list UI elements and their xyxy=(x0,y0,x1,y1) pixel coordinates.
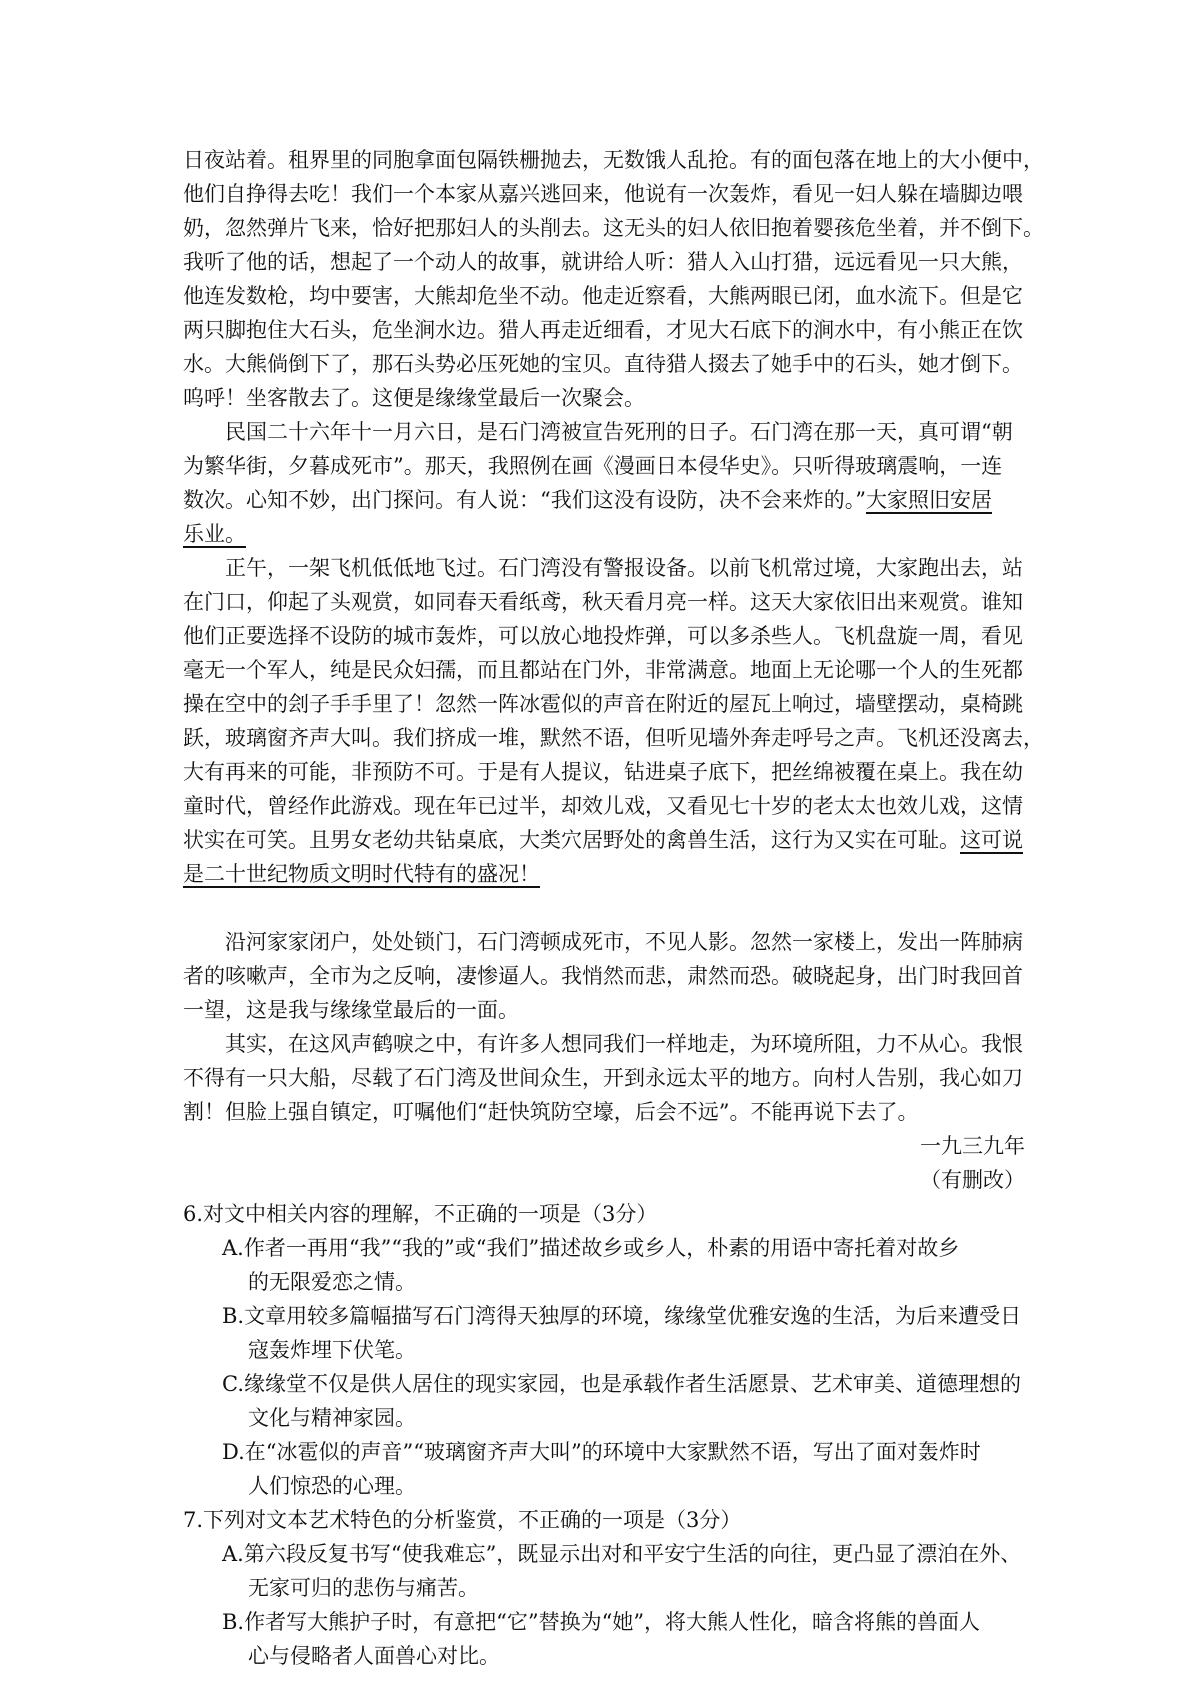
question-7-stem: 7.下列对文本艺术特色的分析鉴赏，不正确的一项是（3分） xyxy=(183,1508,742,1532)
text-line: 民国二十六年十一月六日，是石门湾被宣告死刑的日子。石门湾在那一天，真可谓“朝 xyxy=(225,420,1013,444)
option-6b: B.文章用较多篇幅描写石门湾得天独厚的环境，缘缘堂优雅安逸的生活，为后来遭受日 xyxy=(222,1304,1022,1328)
option-6b-cont: 寇轰炸埋下伏笔。 xyxy=(248,1338,416,1362)
text-line: 两只脚抱住大石头，危坐涧水边。猎人再走近细看，才见大石底下的涧水中，有小熊正在饮 xyxy=(183,318,1023,342)
text-line: 奶，忽然弹片飞来，恰好把那妇人的头削去。这无头的妇人依旧抱着婴孩危坐着，并不倒下。 xyxy=(183,216,1044,240)
revision-note: （有删改） xyxy=(920,1168,1025,1192)
question-6-stem: 6.对文中相关内容的理解，不正确的一项是（3分） xyxy=(183,1202,658,1226)
text-line xyxy=(183,517,1025,551)
text-segment: 状实在可笑。且男女老幼共钻桌底，大类穴居野处的禽兽生活，这行为又实在可耻。 xyxy=(183,828,960,852)
text-line xyxy=(183,483,1025,517)
text-line: 呜呼！坐客散去了。这便是缘缘堂最后一次聚会。 xyxy=(183,386,645,410)
option-6d: D.在“冰雹似的声音”“玻璃窗齐声大叫”的环境中大家默然不语，写出了面对轰炸时 xyxy=(222,1440,981,1464)
text-line xyxy=(183,857,1025,891)
underlined-sentence: 乐业。 xyxy=(183,522,246,546)
text-line: 他连发数枪，均中要害，大熊却危坐不动。他走近察看，大熊两眼已闭，血水流下。但是它 xyxy=(183,284,1023,308)
text-line: 日夜站着。租界里的同胞拿面包隔铁栅抛去，无数饿人乱抢。有的面包落在地上的大小便中， xyxy=(183,148,1044,172)
option-6c-cont: 文化与精神家园。 xyxy=(248,1406,416,1430)
text-line: 在门口，仰起了头观赏，如同春天看纸鸢，秋天看月亮一样。这天大家依旧出来观赏。谁知 xyxy=(183,590,1023,614)
text-line: 他们自挣得去吃！我们一个本家从嘉兴逃回来，他说有一次轰炸，看见一妇人躲在墙脚边喂 xyxy=(183,182,1023,206)
underlined-sentence: 是二十世纪物质文明时代特有的盛况！ xyxy=(183,862,540,886)
text-line: 割！但脸上强自镇定，叮嘱他们“赶快筑防空壕，后会不远”。不能再说下去了。 xyxy=(183,1100,919,1124)
passage-paragraph-4 xyxy=(183,925,1025,1027)
text-line: 童时代，曾经作此游戏。现在年已过半，却效儿戏，又看见七十岁的老太太也效儿戏，这情 xyxy=(183,794,1023,818)
option-6a: A.作者一再用“我”“我的”或“我们”描述故乡或乡人，朴素的用语中寄托着对故乡 xyxy=(222,1236,960,1260)
option-7b-cont: 心与侵略者人面兽心对比。 xyxy=(248,1644,500,1668)
text-line: 者的咳嗽声，全市为之反响，凄惨逼人。我悄然而悲，肃然而恐。破晓起身，出门时我回首 xyxy=(183,964,1023,988)
passage-paragraph-1 xyxy=(183,143,1044,415)
text-line: 正午，一架飞机低低地飞过。石门湾没有警报设备。以前飞机常过境，大家跑出去，站 xyxy=(225,556,1023,580)
passage-paragraph-3 xyxy=(183,551,1044,891)
option-6a-cont: 的无限爱恋之情。 xyxy=(248,1270,416,1294)
text-line: 毫无一个军人，纯是民众妇孺，而且都站在门外，非常满意。地面上无论哪一个人的生死都 xyxy=(183,658,1023,682)
passage-paragraph-2 xyxy=(183,415,1025,551)
text-line: 一望，这是我与缘缘堂最后的一面。 xyxy=(183,998,519,1022)
text-line: 不得有一只大船，尽载了石门湾及世间众生，开到永远太平的地方。向村人告别，我心如刀 xyxy=(183,1066,1023,1090)
option-6c: C.缘缘堂不仅是供人居住的现实家园，也是承载作者生活愿景、艺术审美、道德理想的 xyxy=(222,1372,1021,1396)
underlined-sentence: 大家照旧安居 xyxy=(865,488,992,512)
underlined-sentence: 这可说 xyxy=(960,828,1023,852)
text-segment: 数次。心知不妙，出门探问。有人说：“我们这没有设防，决不会来炸的。” xyxy=(183,488,866,512)
passage-date: 一九三九年 xyxy=(920,1134,1025,1158)
text-line: 为繁华街，夕暮成死市”。那天，我照例在画《漫画日本侵华史》。只听得玻璃震响，一连 xyxy=(183,454,1003,478)
option-6d-cont: 人们惊恐的心理。 xyxy=(248,1474,416,1498)
text-line: 大有再来的可能，非预防不可。于是有人提议，钻进桌子底下，把丝绵被覆在桌上。我在幼 xyxy=(183,760,1023,784)
option-7a: A.第六段反复书写“使我难忘”，既显示出对和平安宁生活的向往，更凸显了漂泊在外、 xyxy=(222,1542,1022,1566)
option-7b: B.作者写大熊护子时，有意把“它”替换为“她”，将大熊人性化，暗含将熊的兽面人 xyxy=(222,1610,981,1634)
text-line: 跃，玻璃窗齐声大叫。我们挤成一堆，默然不语，但听见墙外奔走呼号之声。飞机还没离去， xyxy=(183,726,1044,750)
passage-paragraph-5 xyxy=(183,1027,1025,1129)
text-line: 水。大熊倘倒下了，那石头势必压死她的宝贝。直待猎人掇去了她手中的石头，她才倒下。 xyxy=(183,352,1023,376)
text-line: 他们正要选择不设防的城市轰炸，可以放心地投炸弹，可以多杀些人。飞机盘旋一周，看见 xyxy=(183,624,1023,648)
text-line: 其实，在这风声鹤唳之中，有许多人想同我们一样地走，为环境所阻，力不从心。我恨 xyxy=(225,1032,1023,1056)
text-line xyxy=(183,823,1025,857)
text-line: 我听了他的话，想起了一个动人的故事，就讲给人听：猎人入山打猎，远远看见一只大熊， xyxy=(183,250,1023,274)
text-line: 沿河家家闭户，处处锁门，石门湾顿成死市，不见人影。忽然一家楼上，发出一阵肺病 xyxy=(225,930,1023,954)
option-7a-cont: 无家可归的悲伤与痛苦。 xyxy=(248,1576,479,1600)
text-line: 操在空中的刽子手手里了！忽然一阵冰雹似的声音在附近的屋瓦上响过，墙壁摆动，桌椅跳 xyxy=(183,692,1023,716)
